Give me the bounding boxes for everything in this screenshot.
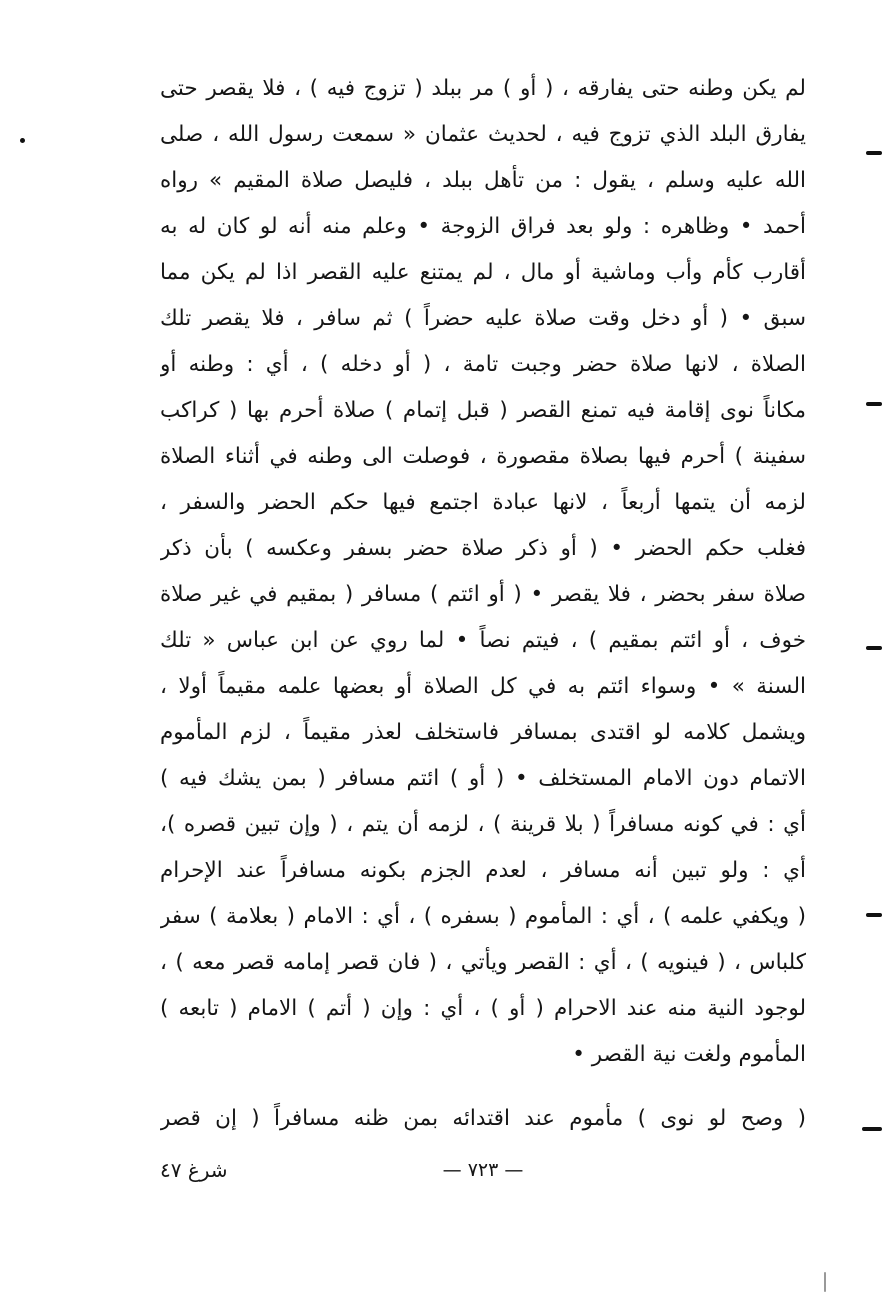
main-text (160, 66, 806, 1142)
margin-mark (866, 151, 882, 155)
text-line-5: أقارب كأم وأب وماشية أو مال ، لم يمتنع عليه القصر اذا لم يكن مما (160, 260, 806, 285)
next-paragraph-line: ( وصح لو نوى ) مأموم عند اقتدائه بمن ظنه مسافراً ( إن قصر (160, 1106, 806, 1131)
text-line-17: أي : في كونه مسافراً ( بلا قرينة ) ، لزمه أن يتم ، ( وإن تبين قصره )، (160, 812, 806, 837)
margin-mark (866, 402, 882, 406)
text-line-18: أي : ولو تبين أنه مسافر ، لعدم الجزم بكونه مسافراً عند الإحرام (160, 858, 806, 883)
page-number: — ٧٢٣ — (442, 1159, 524, 1181)
text-line-14: السنة » • وسواء ائتم به في كل الصلاة أو بعضها علمه مقيماً أولا ، (160, 674, 806, 699)
text-line-22: المأموم ولغت نية القصر • (572, 1042, 806, 1067)
paragraph-gap (160, 1078, 806, 1096)
text-line-19: ( ويكفي علمه ) ، أي : المأموم ( بسفره ) ، أي : الامام ( بعلامة ) سفر (160, 904, 806, 929)
text-line-4: أحمد • وظاهره : ولو بعد فراق الزوجة • وعلم منه أنه لو كان له به (160, 214, 806, 239)
margin-mark (824, 1272, 826, 1292)
text-line-9: سفينة ) أحرم فيها بصلاة مقصورة ، فوصلت الى وطنه في أثناء الصلاة (160, 444, 806, 469)
signature-mark: شرغ ٤٧ (160, 1158, 228, 1182)
margin-mark (866, 646, 882, 650)
text-line-6: سبق • ( أو دخل وقت صلاة عليه حضراً ) ثم سافر ، فلا يقصر تلك (160, 306, 806, 331)
text-line-10: لزمه أن يتمها أربعاً ، لانها عبادة اجتمع فيها حكم الحضر والسفر ، (160, 490, 806, 515)
text-line-13: خوف ، أو ائتم بمقيم ) ، فيتم نصاً • لما روي عن ابن عباس « تلك (160, 628, 806, 653)
text-line-2: يفارق البلد الذي تزوج فيه ، لحديث عثمان « سمعت رسول الله ، صلى (160, 122, 806, 147)
text-line-16: الاتمام دون الامام المستخلف • ( أو ) ائتم مسافر ( بمن يشك فيه ) (160, 766, 806, 791)
text-line-20: كلباس ، ( فينويه ) ، أي : القصر ويأتي ، ( فان قصر إمامه قصر معه ) ، (160, 950, 806, 975)
page-footer (160, 1150, 806, 1190)
text-line-11: فغلب حكم الحضر • ( أو ذكر صلاة حضر بسفر وعكسه ) بأن ذكر (160, 536, 806, 561)
text-line-3: الله عليه وسلم ، يقول : من تأهل ببلد ، فليصل صلاة المقيم » رواه (160, 168, 806, 193)
text-line-1: لم يكن وطنه حتى يفارقه ، ( أو ) مر ببلد ( تزوج فيه ) ، فلا يقصر حتى (160, 76, 806, 101)
text-line-12: صلاة سفر بحضر ، فلا يقصر • ( أو ائتم ) مسافر ( بمقيم في غير صلاة (160, 582, 806, 607)
margin-mark (862, 1127, 882, 1131)
text-line-15: ويشمل كلامه لو اقتدى بمسافر فاستخلف لعذر مقيماً ، لزم المأموم (160, 720, 806, 745)
margin-mark (866, 913, 882, 917)
margin-dot (20, 138, 25, 143)
text-line-7: الصلاة ، لانها صلاة حضر وجبت تامة ، ( أو دخله ) ، أي : وطنه أو (160, 352, 806, 377)
text-line-21: لوجود النية منه عند الاحرام ( أو ) ، أي : وإن ( أتم ) الامام ( تابعه ) (160, 996, 806, 1021)
text-line-8: مكاناً نوى إقامة فيه تمنع القصر ( قبل إتمام ) صلاة أحرم بها ( كراكب (160, 398, 806, 423)
